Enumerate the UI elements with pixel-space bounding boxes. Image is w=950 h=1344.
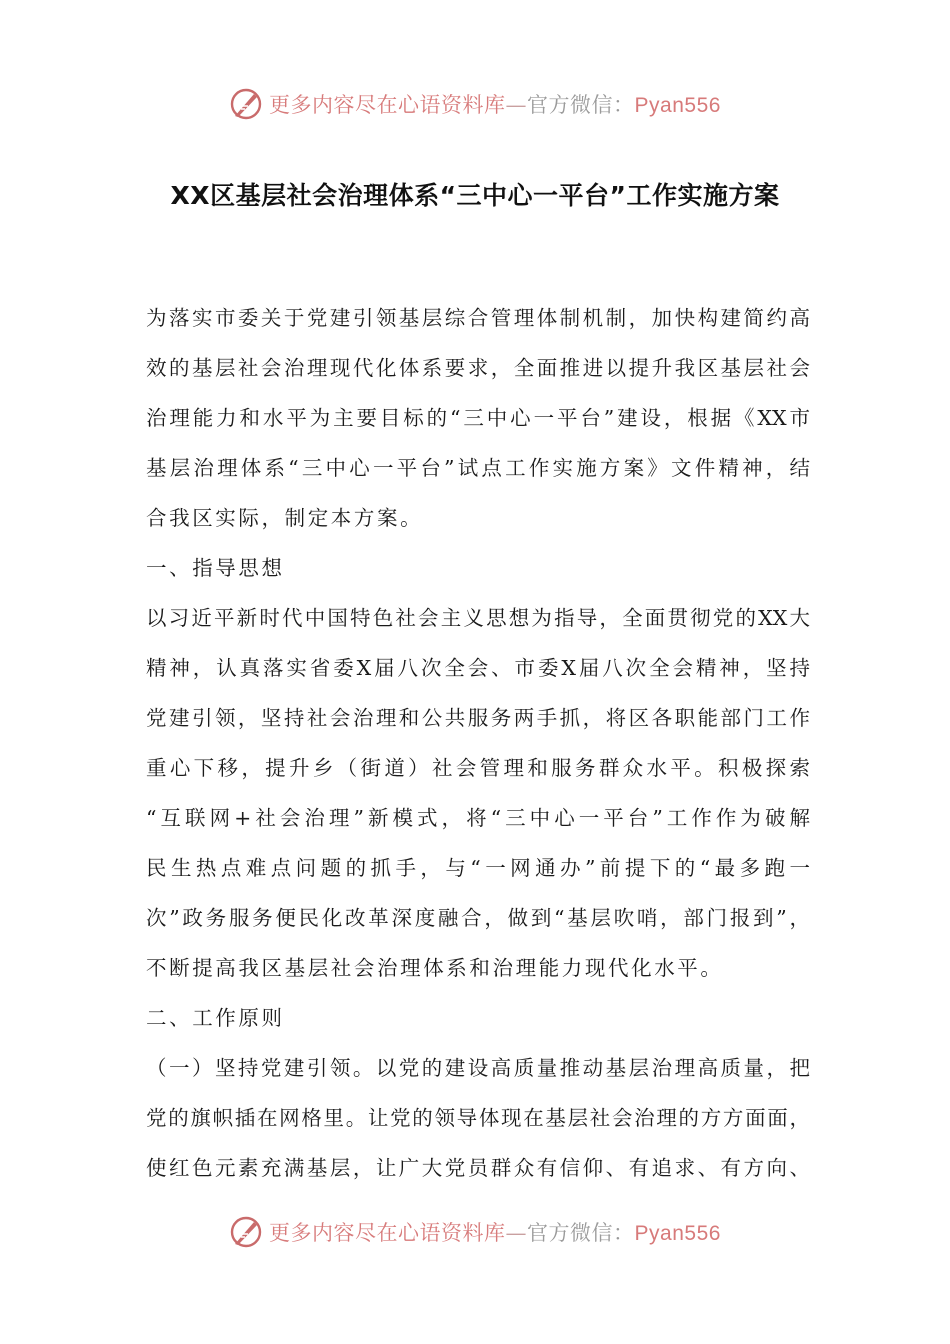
watermark-dash: — (505, 93, 528, 117)
body-line: （一）坚持党建引领。以党的建设高质量推动基层治理高质量，把 (146, 1056, 810, 1080)
body-line: 基层治理体系“三中心一平台”试点工作实施方案》文件精神，结 (146, 456, 810, 480)
body-line: 次”政务服务便民化改革深度融合，做到“基层吹哨，部门报到”， (146, 906, 810, 930)
body-line: 使红色元素充满基层，让广大党员群众有信仰、有追求、有方向、 (146, 1156, 810, 1180)
watermark-text (269, 89, 721, 119)
quill-logo-icon (229, 1215, 263, 1249)
section-heading: 一、指导思想 (146, 556, 285, 580)
watermark-dash: — (505, 1221, 528, 1245)
body-line: 民生热点难点问题的抓手，与“一网通办”前提下的“最多跑一 (146, 856, 810, 880)
header-watermark (0, 84, 950, 124)
watermark-id: Pyan556 (634, 94, 721, 117)
body-line: 为落实市委关于党建引领基层综合管理体制机制，加快构建简约高 (146, 306, 810, 330)
body-line: 精神，认真落实省委X届八次全会、市委X届八次全会精神，坚持 (146, 656, 810, 680)
body-line: 党的旗帜插在网格里。让党的领导体现在基层社会治理的方方面面， (146, 1106, 810, 1130)
watermark-label: 官方微信： (527, 1221, 635, 1245)
body-line: 重心下移，提升乡（街道）社会管理和服务群众水平。积极探索 (146, 756, 810, 780)
quill-logo-icon (229, 87, 263, 121)
body-line: 不断提高我区基层社会治理体系和治理能力现代化水平。 (146, 956, 724, 980)
body-line: 党建引领，坚持社会治理和公共服务两手抓，将区各职能部门工作 (146, 706, 810, 730)
watermark-main: 更多内容尽在心语资料库 (269, 93, 506, 117)
footer-watermark (0, 1212, 950, 1252)
body-line: 效的基层社会治理现代化体系要求，全面推进以提升我区基层社会 (146, 356, 810, 380)
watermark-main: 更多内容尽在心语资料库 (269, 1221, 506, 1245)
body-line: 以习近平新时代中国特色社会主义思想为指导，全面贯彻党的XX大 (146, 606, 810, 630)
body-line: 治理能力和水平为主要目标的“三中心一平台”建设，根据《XX市 (146, 406, 810, 430)
watermark-text (269, 1217, 721, 1247)
section-heading: 二、工作原则 (146, 1006, 285, 1030)
body-line: “互联网+社会治理”新模式，将“三中心一平台”工作作为破解 (146, 806, 810, 830)
watermark-id: Pyan556 (634, 1222, 721, 1245)
body-line: 合我区实际，制定本方案。 (146, 506, 424, 530)
document-body (146, 300, 810, 1200)
document-title: XX区基层社会治理体系“三中心一平台”工作实施方案 (170, 181, 780, 210)
watermark-label: 官方微信： (527, 93, 635, 117)
